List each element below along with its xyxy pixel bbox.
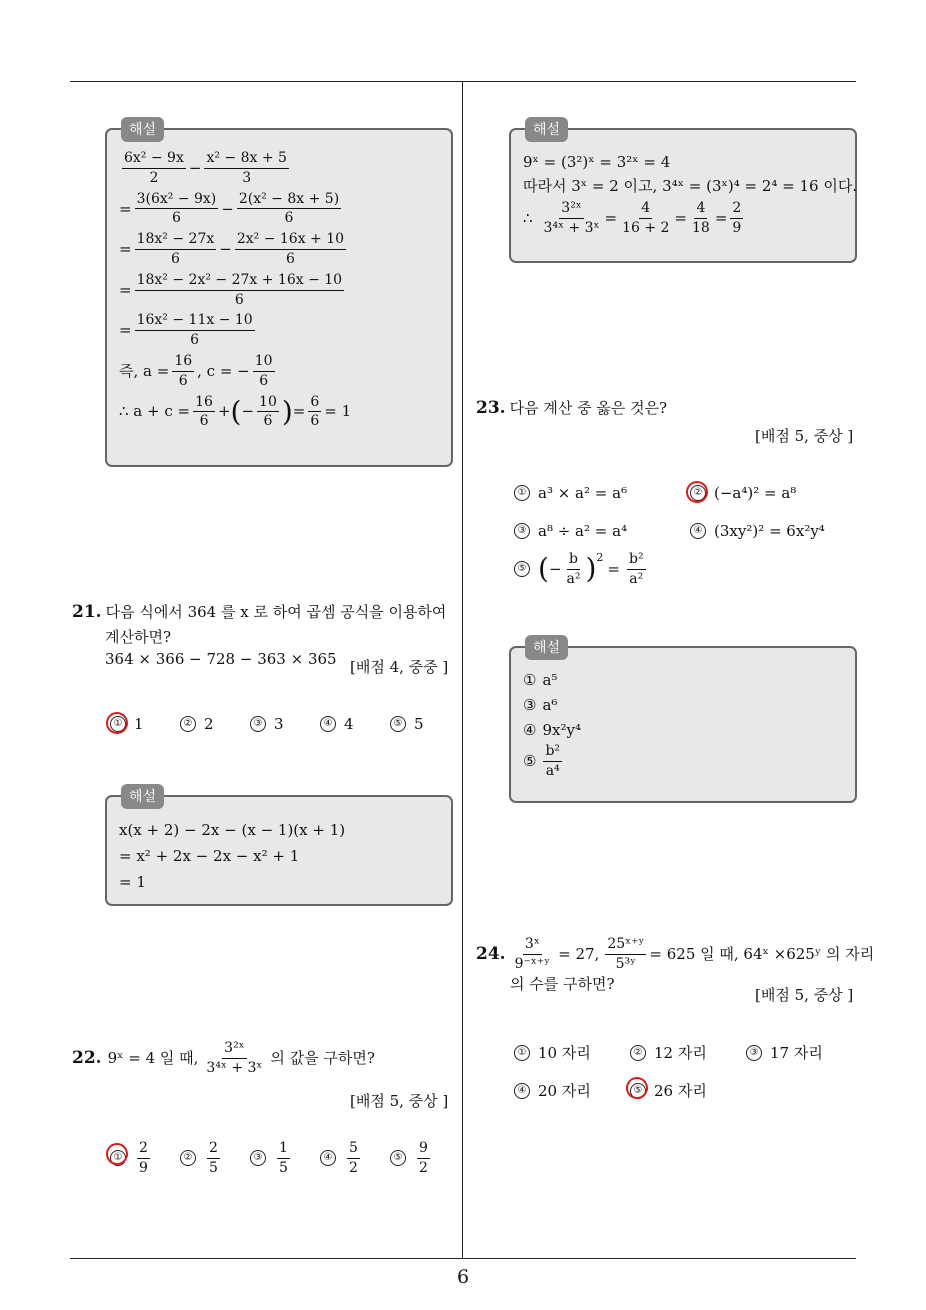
bottom-rule — [70, 1258, 856, 1259]
q21-meta: [배점 4, 중중 ] — [350, 658, 449, 676]
q22-option-5[interactable]: ⑤ $\frac{9}{2}$ — [390, 1140, 433, 1177]
sol20-line7: ∴ a + c = $\frac{16}{6}$ + ( − $\frac{10}{6}$ ) = $\frac{6}{6}$ = 1 — [119, 393, 352, 430]
q24-option-2[interactable]: ② 12 자리 — [630, 1042, 707, 1063]
sol23-line3: ③ a⁶ — [523, 696, 558, 714]
q24-meta: [배점 5, 중상 ] — [755, 986, 854, 1004]
sol23-line5: ⑤ $\frac{\text{b²}}{\text{a⁴}}$ — [523, 743, 561, 779]
sol23-line4: ④ 9x²y⁴ — [523, 721, 581, 739]
q24-option-5[interactable]: ⑤ 26 자리 — [630, 1080, 707, 1101]
q24-option-4[interactable]: ④ 20 자리 — [514, 1080, 591, 1101]
sol20-line2: = $\frac{\text{3(6x² − 9x)}}{6}$ − $\frac{\text{2(x² − 8x + 5)}}{6}$ — [119, 190, 340, 227]
q23-option-4[interactable]: ④ (3xy²)² = 6x²y⁴ — [690, 522, 825, 540]
sol20-line5: = $\frac{\text{16x² − 11x − 10}}{6}$ — [119, 312, 253, 349]
q22-option-1[interactable]: ① $\frac{2}{9}$ — [110, 1140, 153, 1177]
q23-meta: [배점 5, 중상 ] — [755, 427, 854, 445]
solution-tag: 해설 — [525, 635, 568, 660]
solution-box-q22 — [509, 122, 858, 263]
top-rule — [70, 81, 856, 82]
sol22-line1: 9ˣ = (3²)ˣ = 3²ˣ = 4 — [523, 153, 671, 171]
q24-option-3[interactable]: ③ 17 자리 — [746, 1042, 823, 1063]
question-24: 24. $\frac{\text{3ˣ}}{\text{9⁻ˣ⁺ʸ}}$ = 27, $\frac{\text{25ˣ⁺ʸ}}{\text{5³ʸ}}$ = 625 일 때, 64ˣ ×625ʸ 의 자리 의 수를 구하면? — [476, 936, 875, 993]
solution-tag: 해설 — [525, 117, 568, 142]
sol20-line4: = $\frac{\text{18x² − 2x² − 27x + 16x − 10}}{6}$ — [119, 271, 343, 308]
q23-option-5[interactable]: ⑤ ( − $\frac{b}{\text{a²}}$ ) $^2$ = $\frac{\text{b²}}{\text{a²}}$ — [514, 551, 649, 588]
sol23-line1: ① a⁵ — [523, 671, 558, 689]
question-23: 23. 다음 계산 중 옳은 것은? — [476, 398, 668, 418]
q21-option-2[interactable]: ② 2 — [180, 715, 214, 733]
sol21-line2: = x² + 2x − 2x − x² + 1 — [119, 847, 300, 865]
q22-meta: [배점 5, 중상 ] — [350, 1092, 449, 1110]
q23-option-3[interactable]: ③ a⁸ ÷ a² = a⁴ — [514, 522, 627, 540]
page-number: 6 — [456, 1266, 470, 1288]
question-22: 22. 9ˣ = 4 일 때, $\frac{\text{3²ˣ}}{\text{3⁴ˣ + 3ˣ}}$ 의 값을 구하면? — [72, 1040, 375, 1076]
q21-option-5[interactable]: ⑤ 5 — [390, 715, 424, 733]
sol20-line6: 즉, a = $\frac{16}{6}$ , c = − $\frac{10}{6}$ — [119, 352, 273, 389]
q21-option-3[interactable]: ③ 3 — [250, 715, 284, 733]
question-21: 21. 다음 식에서 364 를 x 로 하여 곱셈 공식을 이용하여 계산하면? 364 × 366 − 728 − 363 × 365 — [72, 602, 447, 668]
sol20-line1: $\frac{\text{6x² − 9x}}{2}$ − $\frac{\text{x² − 8x + 5}}{3}$ — [124, 150, 287, 186]
sol22-line2: 따라서 3ˣ = 2 이고, 3⁴ˣ = (3ˣ)⁴ = 2⁴ = 16 이다. — [523, 177, 858, 195]
solution-box-q20 — [105, 122, 453, 467]
q23-option-2[interactable]: ② (−a⁴)² = a⁸ — [690, 484, 796, 502]
sol22-line3: ∴ $\frac{\text{3²ˣ}}{\text{3⁴ˣ + 3ˣ}}$ = $\frac{4}{16 + 2}$ = $\frac{4}{18}$ = $\frac{2}{9}$ — [523, 200, 742, 236]
sol20-line3: = $\frac{\text{18x² − 27x}}{6}$ − $\frac{\text{2x² − 16x + 10}}{6}$ — [119, 231, 345, 267]
q22-option-2[interactable]: ② $\frac{2}{5}$ — [180, 1140, 223, 1177]
q24-option-1[interactable]: ① 10 자리 — [514, 1042, 591, 1063]
solution-box-q21 — [105, 789, 453, 906]
solution-box-q23 — [509, 640, 857, 803]
q21-option-1[interactable]: ① 1 — [110, 715, 144, 733]
q22-option-3[interactable]: ③ $\frac{1}{5}$ — [250, 1140, 293, 1177]
q21-option-4[interactable]: ④ 4 — [320, 715, 354, 733]
sol21-line3: = 1 — [119, 873, 146, 891]
column-divider — [462, 82, 463, 1258]
q22-option-4[interactable]: ④ $\frac{5}{2}$ — [320, 1140, 363, 1177]
q23-option-1[interactable]: ① a³ × a² = a⁶ — [514, 484, 627, 502]
solution-tag: 해설 — [121, 117, 164, 142]
solution-tag: 해설 — [121, 784, 164, 809]
sol21-line1: x(x + 2) − 2x − (x − 1)(x + 1) — [119, 821, 346, 839]
